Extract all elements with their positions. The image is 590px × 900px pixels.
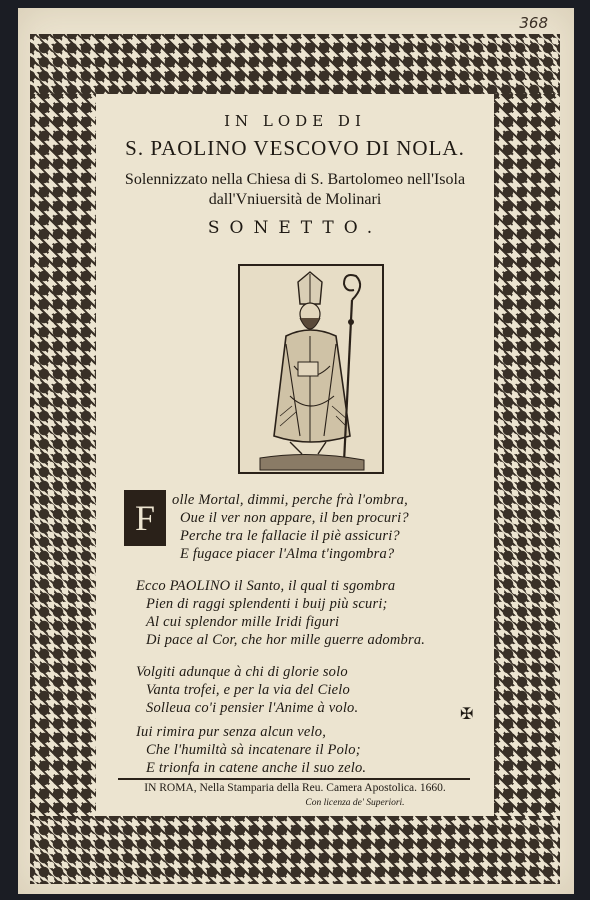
poem-line: Che l'humiltà sà incatenare il Polo; — [146, 742, 361, 758]
bishop-figure-icon — [240, 266, 382, 472]
woodcut-saint-bishop — [238, 264, 384, 474]
divider-rule — [118, 778, 470, 780]
license-line: Con licenza de' Superiori. — [305, 798, 405, 808]
text-panel — [96, 94, 494, 816]
asterism-ornament: ✠ — [460, 704, 474, 723]
poem-line: Al cui splendor mille Iridi figuri — [146, 614, 340, 630]
heading-in-lode: IN LODE DI — [224, 112, 366, 130]
initial-letter: F — [134, 498, 156, 538]
poem-line: Iui rimira pur senza alcun velo, — [136, 724, 327, 740]
page-title: S. PAOLINO VESCOVO DI NOLA. — [125, 136, 465, 160]
poem-line: Di pace al Cor, che hor mille guerre adombra. — [146, 632, 426, 648]
imprint-line: IN ROMA, Nella Stamparia della Reu. Camera Apostolica. 1660. — [144, 782, 446, 794]
broadside-sheet — [18, 8, 574, 894]
poem-line: olle Mortal, dimmi, perche frà l'ombra, — [172, 492, 408, 508]
poem-line: Pien di raggi splendenti i buij più scuri; — [146, 596, 388, 612]
subtitle-line-1: Solennizzato nella Chiesa di S. Bartolomeo nell'Isola — [124, 171, 466, 188]
subtitle — [76, 170, 514, 210]
subtitle-line-2: dall'Vniuersità de Molinari — [208, 191, 382, 208]
poem-line: Vanta trofei, e per la via del Cielo — [146, 682, 350, 698]
poem-line: Ecco PAOLINO il Santo, il qual ti sgombra — [136, 578, 396, 594]
poem-line: Oue il ver non appare, il ben procuri? — [180, 510, 409, 526]
poem-line: E trionfa in catene anche il suo zelo. — [146, 760, 367, 776]
poem-line: Solleua co'i pensier l'Anime à volo. — [146, 700, 359, 716]
poem-line: Perche tra le fallacie il piè assicuri? — [180, 528, 400, 544]
decorated-initial — [124, 490, 166, 546]
shelfmark-number: 368 — [519, 14, 548, 32]
poem-line: Volgiti adunque à chi di glorie solo — [136, 664, 348, 680]
ornamental-border-top — [30, 34, 560, 94]
ornamental-border-bottom — [30, 816, 560, 884]
genre-heading: SONETTO. — [207, 218, 383, 238]
poem-line: E fugace piacer l'Alma t'ingombra? — [180, 546, 395, 562]
